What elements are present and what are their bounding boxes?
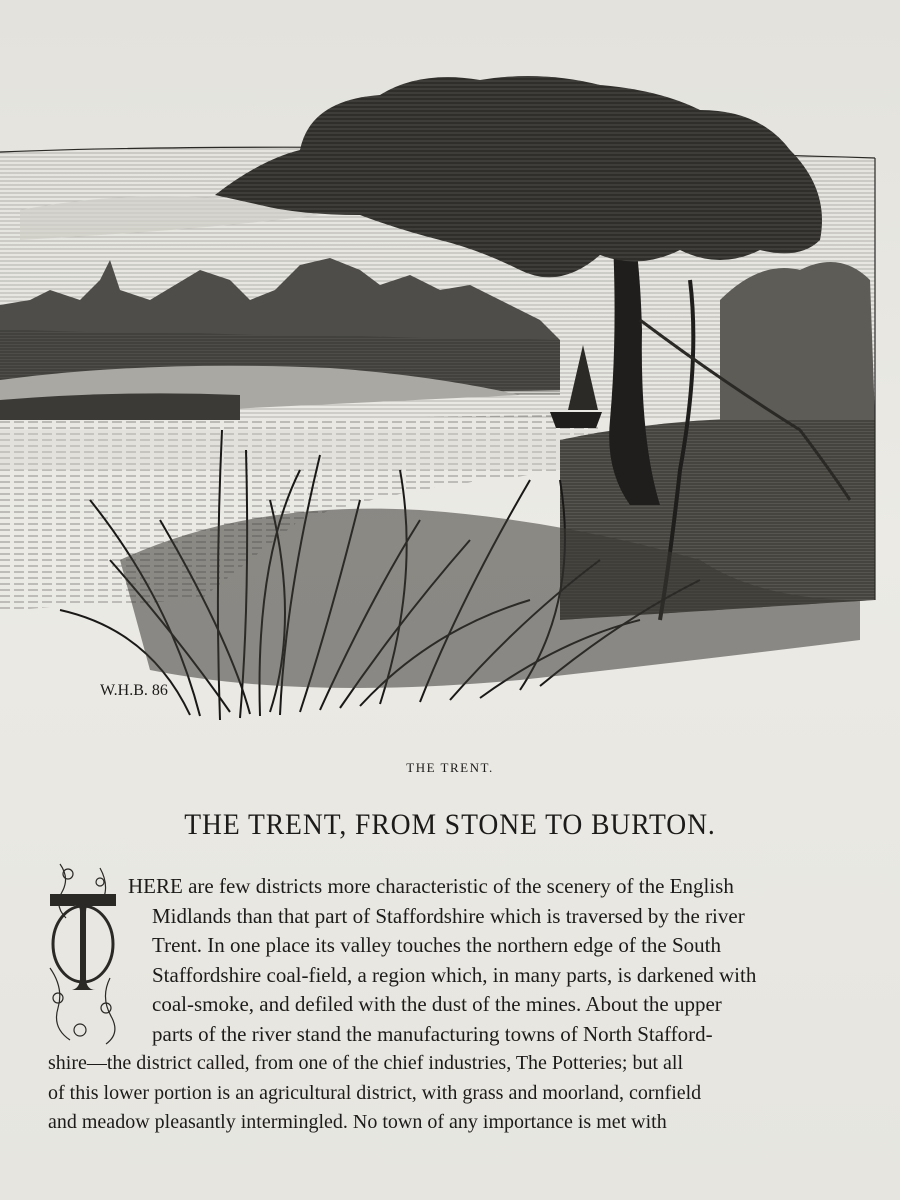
body-paragraph — [48, 872, 868, 1138]
body-line: Trent. In one place its valley touches the northern edge of the South — [152, 933, 721, 957]
body-line: HERE are few districts more characteristic of the scenery of the English — [128, 874, 734, 898]
body-line: and meadow pleasantly intermingled. No town of any importance is met with — [48, 1111, 667, 1133]
engraver-signature: W.H.B. 86 — [100, 682, 168, 699]
body-line: Staffordshire coal-field, a region which, in many parts, is darkened with — [152, 962, 757, 987]
body-line: Midlands than that part of Staffordshire which is traversed by the river — [152, 903, 745, 928]
chapter-title: THE TRENT, FROM STONE TO BURTON. — [184, 808, 716, 841]
body-line: parts of the river stand the manufacturing towns of North Stafford- — [152, 1021, 713, 1046]
illustration-caption: THE TRENT. — [406, 760, 494, 775]
body-line: of this lower portion is an agricultural district, with grass and moorland, cornfield — [48, 1081, 702, 1104]
body-line: shire—the district called, from one of the chief industries, The Potteries; but all — [48, 1052, 684, 1074]
body-line: coal-smoke, and defiled with the dust of the mines. About the upper — [152, 992, 722, 1016]
